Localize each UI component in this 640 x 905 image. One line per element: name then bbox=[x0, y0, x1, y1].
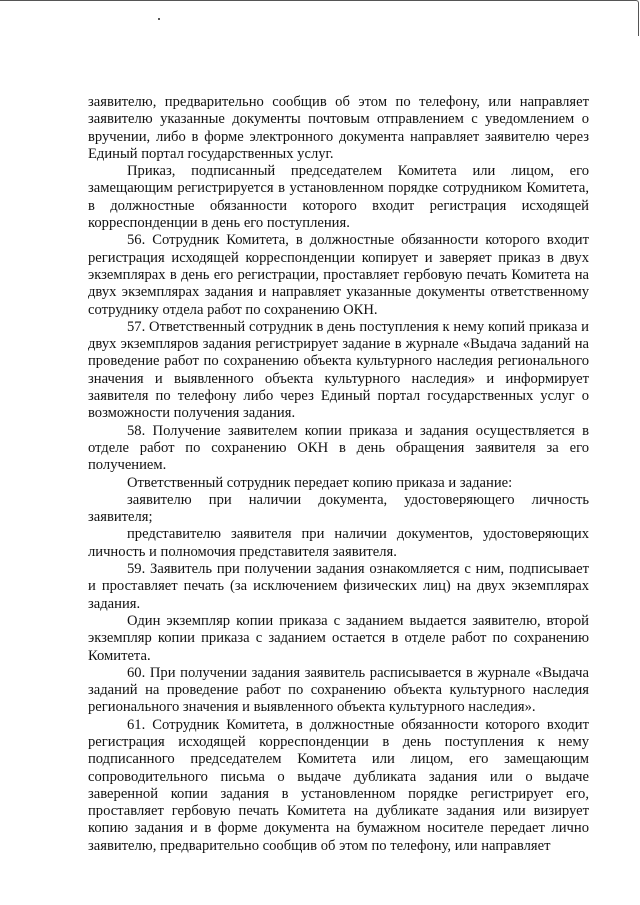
paragraph-continuation: заявителю, предварительно сообщив об этом по телефону, или направляет заявителю указанные документы почтовым отправлением с уведомлением о вручении, либо в форме электронного документа направляет заявителю через Единый портал государственных услуг. bbox=[88, 94, 589, 162]
paragraph-copy-issue: Один экземпляр копии приказа с заданием выдается заявителю, второй экземпляр копии приказа с заданием остается в отделе работ по сохранению Комитета. bbox=[88, 612, 589, 664]
page-edge bbox=[0, 0, 639, 36]
paragraph-57: 57. Ответственный сотрудник в день поступления к нему копий приказа и двух экземпляров задания регистрирует задание в журнале «Выдача заданий на проведение работ по сохранению объекта культурного наследия регионального значения и выявленного объекта культурного наследия» и информирует заявителя по телефону либо через Единый портал государственных услуг о возможности получения задания. bbox=[88, 318, 589, 422]
paragraph-to-applicant: заявителю при наличии документа, удостоверяющего личность заявителя; bbox=[88, 491, 589, 526]
paragraph-56: 56. Сотрудник Комитета, в должностные обязанности которого входит регистрация исходящей корреспонденции копирует и заверяет приказ в двух экземплярах в день его регистрации, проставляет гербовую печать Комитета на двух экземплярах задания и направляет указанные документы ответственному сотруднику отдела работ по сохранению ОКН. bbox=[88, 232, 589, 318]
paragraph-handover: Ответственный сотрудник передает копию приказа и задание: bbox=[127, 474, 513, 491]
paragraph-order-registration: Приказ, подписанный председателем Комитета или лицом, его замещающим регистрируется в установленном порядке сотрудником Комитета, в должностные обязанности которого входит регистрация исходящей корреспонденции в день его поступления. bbox=[88, 163, 589, 232]
paragraph-to-representative: представителю заявителя при наличии документов, удостоверяющих личность и полномочия представителя заявителя. bbox=[88, 526, 589, 560]
paragraph-58: 58. Получение заявителем копии приказа и задания осуществляется в отделе работ по сохранению ОКН в день обращения заявителя за его получением. bbox=[88, 422, 589, 474]
paragraph-61: 61. Сотрудник Комитета, в должностные обязанности которого входит регистрация исходящей корреспонденции в день поступления к нему подписанного председателем Комитета или лицом, его замещающим сопроводительного письма о выдаче дубликата задания или о выдаче заверенной копии задания в установленном порядке регистрирует его, проставляет гербовую печать Комитета на дубликате задания или визирует копию задания и в форме документа на бумажном носителе передает лично заявителю, предварительно сообщив об этом по телефону, или направляет bbox=[88, 716, 589, 854]
paragraph-60: 60. При получении задания заявитель расписывается в журнале «Выдача заданий на проведение работ по сохранению объекта культурного наследия регионального значения и выявленного объекта культурного наследия». bbox=[88, 664, 589, 716]
paragraph-59: 59. Заявитель при получении задания ознакомляется с ним, подписывает и проставляет печать (за исключением физических лиц) на двух экземплярах задания. bbox=[88, 561, 589, 612]
scan-mark bbox=[158, 18, 160, 20]
document-body bbox=[88, 94, 589, 855]
